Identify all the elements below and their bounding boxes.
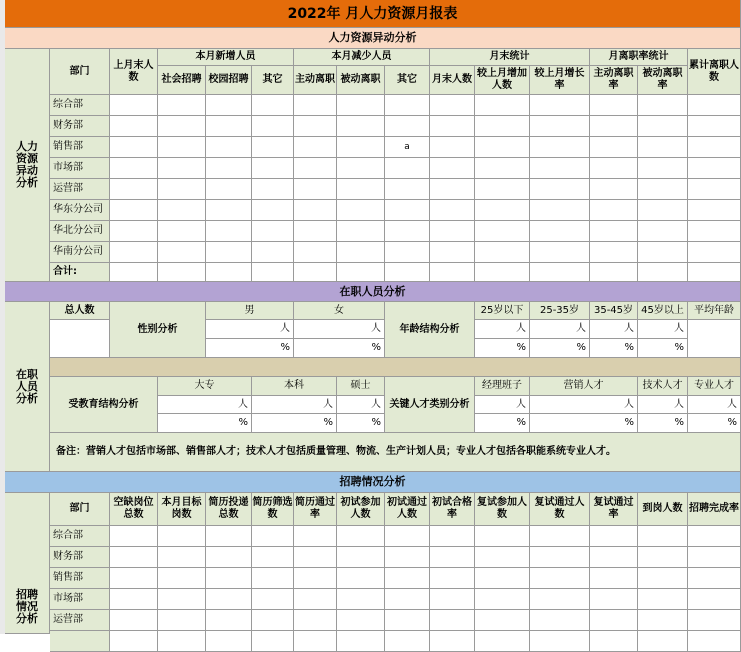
data-cell[interactable]	[530, 547, 590, 568]
age-label: 年龄结构分析	[385, 302, 475, 358]
key-col-header: 技术人才	[638, 377, 688, 396]
age-col-header: 25岁以下	[475, 302, 530, 320]
data-cell[interactable]	[206, 568, 252, 589]
male-pct[interactable]: %	[206, 339, 294, 358]
age-count[interactable]: 人	[638, 320, 688, 339]
data-cell[interactable]	[337, 137, 385, 158]
data-cell[interactable]	[475, 631, 530, 652]
data-cell[interactable]	[638, 526, 688, 547]
data-cell[interactable]	[158, 242, 206, 263]
data-cell[interactable]	[110, 158, 158, 179]
data-cell[interactable]	[638, 137, 688, 158]
data-cell[interactable]	[385, 221, 430, 242]
data-cell[interactable]	[688, 568, 741, 589]
data-cell[interactable]	[337, 263, 385, 282]
data-cell[interactable]	[337, 242, 385, 263]
data-cell[interactable]	[430, 158, 475, 179]
data-cell[interactable]	[430, 242, 475, 263]
data-cell[interactable]	[337, 116, 385, 137]
data-cell[interactable]	[110, 95, 158, 116]
data-cell[interactable]	[252, 589, 294, 610]
dept-label: 华北分公司	[50, 221, 110, 242]
data-cell[interactable]	[590, 116, 638, 137]
data-cell[interactable]	[206, 631, 252, 652]
female-label: 女	[294, 302, 385, 320]
recruit-col-header: 简历投递总数	[206, 493, 252, 526]
data-cell[interactable]	[475, 179, 530, 200]
data-cell[interactable]	[590, 631, 638, 652]
col-active-rate: 主动离职率	[590, 66, 638, 95]
data-cell[interactable]	[430, 610, 475, 631]
col-dec-other: 其它	[385, 66, 430, 95]
data-cell[interactable]	[110, 263, 158, 282]
data-cell[interactable]	[294, 589, 337, 610]
recruit-col-header: 初试参加人数	[337, 493, 385, 526]
data-cell[interactable]	[430, 263, 475, 282]
data-cell[interactable]	[252, 179, 294, 200]
data-cell[interactable]	[385, 95, 430, 116]
section-side-staff: 在职人员分析	[5, 302, 50, 472]
data-cell[interactable]	[638, 589, 688, 610]
data-cell[interactable]	[688, 221, 741, 242]
age-col-header: 45岁以上	[638, 302, 688, 320]
recruit-col-header: 空缺岗位总数	[110, 493, 158, 526]
data-cell[interactable]	[385, 610, 430, 631]
data-cell[interactable]	[158, 158, 206, 179]
data-cell[interactable]	[638, 221, 688, 242]
data-cell[interactable]	[430, 568, 475, 589]
group-month-end: 月末统计	[430, 49, 590, 66]
data-cell[interactable]	[688, 116, 741, 137]
data-cell[interactable]	[430, 200, 475, 221]
data-cell[interactable]	[110, 568, 158, 589]
data-cell[interactable]	[430, 95, 475, 116]
col-increase: 较上月增加人数	[475, 66, 530, 95]
data-cell[interactable]	[337, 179, 385, 200]
data-cell[interactable]	[590, 221, 638, 242]
data-cell[interactable]	[638, 610, 688, 631]
dept-label: 财务部	[50, 547, 110, 568]
col-passive-leave: 被动离职	[337, 66, 385, 95]
data-cell[interactable]	[110, 221, 158, 242]
data-cell[interactable]	[252, 631, 294, 652]
recruit-col-header: 复试参加人数	[475, 493, 530, 526]
male-count[interactable]: 人	[206, 320, 294, 339]
data-cell[interactable]	[385, 526, 430, 547]
data-cell[interactable]	[590, 589, 638, 610]
data-cell[interactable]	[475, 526, 530, 547]
age-col-header: 35-45岁	[590, 302, 638, 320]
data-cell[interactable]	[206, 116, 252, 137]
recruit-col-header: 初试合格率	[430, 493, 475, 526]
data-cell[interactable]	[475, 568, 530, 589]
age-pct[interactable]: %	[475, 339, 530, 358]
data-cell[interactable]	[475, 221, 530, 242]
data-cell[interactable]	[337, 221, 385, 242]
dept-label: 运营部	[50, 610, 110, 631]
key-pct[interactable]: %	[638, 414, 688, 433]
data-cell[interactable]	[430, 221, 475, 242]
dept-label: 市场部	[50, 158, 110, 179]
key-col-header: 经理班子	[475, 377, 530, 396]
data-cell[interactable]	[430, 179, 475, 200]
data-cell[interactable]	[158, 526, 206, 547]
age-pct[interactable]: %	[590, 339, 638, 358]
data-cell[interactable]	[688, 263, 741, 282]
data-cell[interactable]	[252, 568, 294, 589]
data-cell[interactable]	[252, 526, 294, 547]
data-cell[interactable]	[638, 200, 688, 221]
key-talent-label: 关键人才类别分析	[385, 377, 475, 433]
data-cell[interactable]	[337, 95, 385, 116]
data-cell[interactable]	[638, 568, 688, 589]
data-cell[interactable]	[206, 242, 252, 263]
data-cell[interactable]	[294, 116, 337, 137]
total-staff-value[interactable]	[50, 320, 110, 358]
data-cell[interactable]	[688, 158, 741, 179]
section-header-recruit: 招聘情况分析	[5, 472, 741, 493]
data-cell[interactable]	[110, 547, 158, 568]
data-cell[interactable]	[475, 610, 530, 631]
recruit-col-header: 复试通过率	[590, 493, 638, 526]
male-label: 男	[206, 302, 294, 320]
data-cell[interactable]	[430, 631, 475, 652]
dept-label: 销售部	[50, 137, 110, 158]
data-cell[interactable]	[206, 137, 252, 158]
data-cell[interactable]	[475, 547, 530, 568]
data-cell[interactable]	[688, 242, 741, 263]
data-cell[interactable]	[638, 95, 688, 116]
data-cell[interactable]	[110, 137, 158, 158]
data-cell[interactable]	[590, 568, 638, 589]
data-cell[interactable]	[110, 589, 158, 610]
data-cell[interactable]	[385, 589, 430, 610]
data-cell[interactable]	[110, 242, 158, 263]
dept-label: 市场部	[50, 589, 110, 610]
data-cell[interactable]	[110, 526, 158, 547]
data-cell[interactable]	[294, 221, 337, 242]
data-cell[interactable]	[590, 158, 638, 179]
data-cell[interactable]	[430, 526, 475, 547]
gender-label: 性别分析	[110, 302, 206, 358]
col-cumulative: 累计离职人数	[688, 49, 741, 95]
recruit-col-header: 复试通过人数	[530, 493, 590, 526]
data-cell[interactable]	[294, 263, 337, 282]
data-cell[interactable]	[475, 200, 530, 221]
data-cell[interactable]	[337, 568, 385, 589]
data-cell[interactable]	[590, 547, 638, 568]
data-cell[interactable]	[590, 137, 638, 158]
age-count[interactable]: 人	[530, 320, 590, 339]
data-cell[interactable]	[590, 95, 638, 116]
data-cell[interactable]	[688, 547, 741, 568]
recruit-col-header: 本月目标岗数	[158, 493, 206, 526]
col-month-end-count: 月末人数	[430, 66, 475, 95]
section-side-recruit: 招聘情况分析	[5, 493, 50, 634]
col-active-leave: 主动离职	[294, 66, 337, 95]
section-side-hr-change: 人力资源异动分析	[5, 49, 50, 282]
data-cell[interactable]	[385, 179, 430, 200]
data-cell[interactable]	[385, 263, 430, 282]
data-cell[interactable]	[252, 263, 294, 282]
data-cell[interactable]	[252, 116, 294, 137]
data-cell[interactable]	[294, 631, 337, 652]
data-cell[interactable]	[385, 547, 430, 568]
data-cell[interactable]	[294, 179, 337, 200]
data-cell[interactable]	[158, 263, 206, 282]
data-cell[interactable]	[475, 242, 530, 263]
data-cell[interactable]	[475, 95, 530, 116]
data-cell[interactable]	[252, 547, 294, 568]
col-passive-rate: 被动离职率	[638, 66, 688, 95]
data-cell[interactable]	[158, 200, 206, 221]
data-cell[interactable]	[252, 242, 294, 263]
col-dept: 部门	[50, 493, 110, 526]
female-pct[interactable]: %	[294, 339, 385, 358]
recruit-col-header: 到岗人数	[638, 493, 688, 526]
data-cell[interactable]	[590, 263, 638, 282]
key-col-header: 专业人才	[688, 377, 741, 396]
edu-pct[interactable]: %	[252, 414, 337, 433]
dept-label: 运营部	[50, 179, 110, 200]
data-cell[interactable]	[530, 116, 590, 137]
edu-pct[interactable]: %	[158, 414, 252, 433]
data-cell[interactable]	[638, 116, 688, 137]
data-cell[interactable]	[158, 116, 206, 137]
data-cell[interactable]	[530, 589, 590, 610]
col-prev-month: 上月末人数	[110, 49, 158, 95]
data-cell[interactable]	[475, 137, 530, 158]
data-cell[interactable]	[530, 263, 590, 282]
age-pct[interactable]: %	[638, 339, 688, 358]
data-cell[interactable]	[430, 137, 475, 158]
data-cell[interactable]	[638, 179, 688, 200]
data-cell[interactable]	[206, 526, 252, 547]
age-col-header: 平均年龄	[688, 302, 741, 320]
key-count[interactable]: 人	[688, 396, 741, 414]
data-cell[interactable]	[252, 95, 294, 116]
data-cell[interactable]	[530, 242, 590, 263]
key-pct[interactable]: %	[475, 414, 530, 433]
data-cell[interactable]	[590, 526, 638, 547]
data-cell[interactable]	[638, 263, 688, 282]
key-pct[interactable]: %	[530, 414, 638, 433]
data-cell[interactable]	[688, 631, 741, 652]
data-cell[interactable]	[530, 631, 590, 652]
col-campus-hire: 校园招聘	[206, 66, 252, 95]
data-cell[interactable]	[110, 610, 158, 631]
dept-label: 华南分公司	[50, 242, 110, 263]
edu-pct[interactable]: %	[337, 414, 385, 433]
dept-label: 综合部	[50, 526, 110, 547]
data-cell[interactable]	[294, 200, 337, 221]
data-cell[interactable]	[294, 568, 337, 589]
data-cell[interactable]	[158, 568, 206, 589]
edu-col-header: 硕士	[337, 377, 385, 396]
data-cell[interactable]	[206, 158, 252, 179]
data-cell[interactable]	[252, 221, 294, 242]
col-social-hire: 社会招聘	[158, 66, 206, 95]
data-cell[interactable]	[385, 568, 430, 589]
data-cell[interactable]	[158, 547, 206, 568]
data-cell[interactable]	[530, 221, 590, 242]
data-cell[interactable]	[475, 158, 530, 179]
data-cell[interactable]	[206, 263, 252, 282]
data-cell[interactable]	[337, 158, 385, 179]
recruit-col-header: 招聘完成率	[688, 493, 741, 526]
data-cell[interactable]	[385, 158, 430, 179]
col-dept: 部门	[50, 49, 110, 95]
data-cell[interactable]	[206, 547, 252, 568]
data-cell[interactable]	[385, 116, 430, 137]
dept-label: 销售部	[50, 568, 110, 589]
data-cell[interactable]	[638, 547, 688, 568]
age-col-header: 25-35岁	[530, 302, 590, 320]
data-cell[interactable]	[638, 242, 688, 263]
data-cell[interactable]	[337, 610, 385, 631]
data-cell[interactable]	[688, 610, 741, 631]
data-cell[interactable]	[688, 95, 741, 116]
data-cell[interactable]	[688, 526, 741, 547]
col-new-other: 其它	[252, 66, 294, 95]
row-gutter	[0, 0, 5, 634]
dept-label: 华东分公司	[50, 200, 110, 221]
data-cell[interactable]	[530, 526, 590, 547]
dept-label: 综合部	[50, 95, 110, 116]
key-count[interactable]: 人	[530, 396, 638, 414]
data-cell[interactable]	[158, 610, 206, 631]
total-staff-label: 总人数	[50, 302, 110, 320]
data-cell[interactable]	[638, 158, 688, 179]
data-cell[interactable]: a	[385, 137, 430, 158]
data-cell[interactable]	[294, 95, 337, 116]
data-cell[interactable]	[206, 95, 252, 116]
key-count[interactable]: 人	[638, 396, 688, 414]
age-pct[interactable]: %	[530, 339, 590, 358]
data-cell[interactable]	[530, 95, 590, 116]
data-cell[interactable]	[110, 200, 158, 221]
group-turnover: 月离职率统计	[590, 49, 688, 66]
remark-note: 备注：营销人才包括市场部、销售部人才；技术人才包括质量管理、物流、生产计划人员；专业人才包括各职能系统专业人才。	[50, 433, 741, 472]
data-cell[interactable]	[530, 179, 590, 200]
data-cell[interactable]	[688, 200, 741, 221]
recruit-col-header: 初试通过人数	[385, 493, 430, 526]
key-col-header: 营销人才	[530, 377, 638, 396]
data-cell[interactable]	[475, 263, 530, 282]
key-pct[interactable]: %	[688, 414, 741, 433]
data-cell[interactable]	[206, 589, 252, 610]
data-cell[interactable]	[688, 179, 741, 200]
data-cell[interactable]	[252, 158, 294, 179]
edu-count[interactable]: 人	[158, 396, 252, 414]
report-title: 2022年 月人力资源月报表	[5, 0, 741, 28]
data-cell[interactable]	[430, 589, 475, 610]
data-cell[interactable]	[530, 137, 590, 158]
data-cell[interactable]	[337, 589, 385, 610]
data-cell[interactable]	[337, 526, 385, 547]
data-cell[interactable]	[158, 631, 206, 652]
data-cell[interactable]	[688, 589, 741, 610]
data-cell[interactable]	[206, 179, 252, 200]
data-cell[interactable]	[638, 631, 688, 652]
group-reductions: 本月减少人员	[294, 49, 430, 66]
age-count[interactable]: 人	[590, 320, 638, 339]
data-cell[interactable]	[252, 137, 294, 158]
data-cell[interactable]	[475, 116, 530, 137]
data-cell[interactable]	[294, 610, 337, 631]
recruit-col-header: 简历通过率	[294, 493, 337, 526]
data-cell[interactable]	[337, 200, 385, 221]
data-cell[interactable]	[590, 179, 638, 200]
data-cell[interactable]	[475, 589, 530, 610]
key-count[interactable]: 人	[475, 396, 530, 414]
recruit-col-header: 简历筛选数	[252, 493, 294, 526]
data-cell[interactable]	[206, 221, 252, 242]
data-cell[interactable]	[158, 179, 206, 200]
edu-count[interactable]: 人	[252, 396, 337, 414]
dept-label: 财务部	[50, 116, 110, 137]
data-cell[interactable]	[590, 242, 638, 263]
data-cell[interactable]	[337, 631, 385, 652]
data-cell[interactable]	[294, 158, 337, 179]
data-cell[interactable]	[530, 568, 590, 589]
data-cell[interactable]	[590, 610, 638, 631]
edu-col-header: 大专	[158, 377, 252, 396]
data-cell[interactable]	[385, 242, 430, 263]
data-cell[interactable]	[110, 631, 158, 652]
edu-count[interactable]: 人	[337, 396, 385, 414]
data-cell[interactable]	[337, 547, 385, 568]
data-cell[interactable]	[530, 158, 590, 179]
section-header-hr-change: 人力资源异动分析	[5, 28, 741, 49]
data-cell[interactable]	[385, 200, 430, 221]
education-label: 受教育结构分析	[50, 377, 158, 433]
data-cell[interactable]	[110, 116, 158, 137]
data-cell[interactable]	[530, 610, 590, 631]
data-cell[interactable]	[688, 137, 741, 158]
data-cell[interactable]	[158, 95, 206, 116]
avg-age-value[interactable]	[688, 320, 741, 358]
data-cell[interactable]	[158, 221, 206, 242]
data-cell[interactable]	[158, 137, 206, 158]
age-count[interactable]: 人	[475, 320, 530, 339]
female-count[interactable]: 人	[294, 320, 385, 339]
data-cell[interactable]	[252, 610, 294, 631]
data-cell[interactable]	[294, 242, 337, 263]
col-growth-rate: 较上月增长率	[530, 66, 590, 95]
edu-col-header: 本科	[252, 377, 337, 396]
section-header-staff: 在职人员分析	[5, 282, 741, 302]
data-cell[interactable]	[385, 631, 430, 652]
dept-label	[50, 631, 110, 652]
data-cell[interactable]	[530, 200, 590, 221]
total-label: 合计:	[50, 263, 110, 282]
data-cell[interactable]	[590, 200, 638, 221]
group-new-hires: 本月新增人员	[158, 49, 294, 66]
data-cell[interactable]	[294, 526, 337, 547]
data-cell[interactable]	[206, 200, 252, 221]
data-cell[interactable]	[294, 547, 337, 568]
data-cell[interactable]	[206, 610, 252, 631]
data-cell[interactable]	[252, 200, 294, 221]
data-cell[interactable]	[430, 547, 475, 568]
data-cell[interactable]	[294, 137, 337, 158]
separator-row	[50, 358, 741, 377]
data-cell[interactable]	[158, 589, 206, 610]
data-cell[interactable]	[110, 179, 158, 200]
data-cell[interactable]	[430, 116, 475, 137]
